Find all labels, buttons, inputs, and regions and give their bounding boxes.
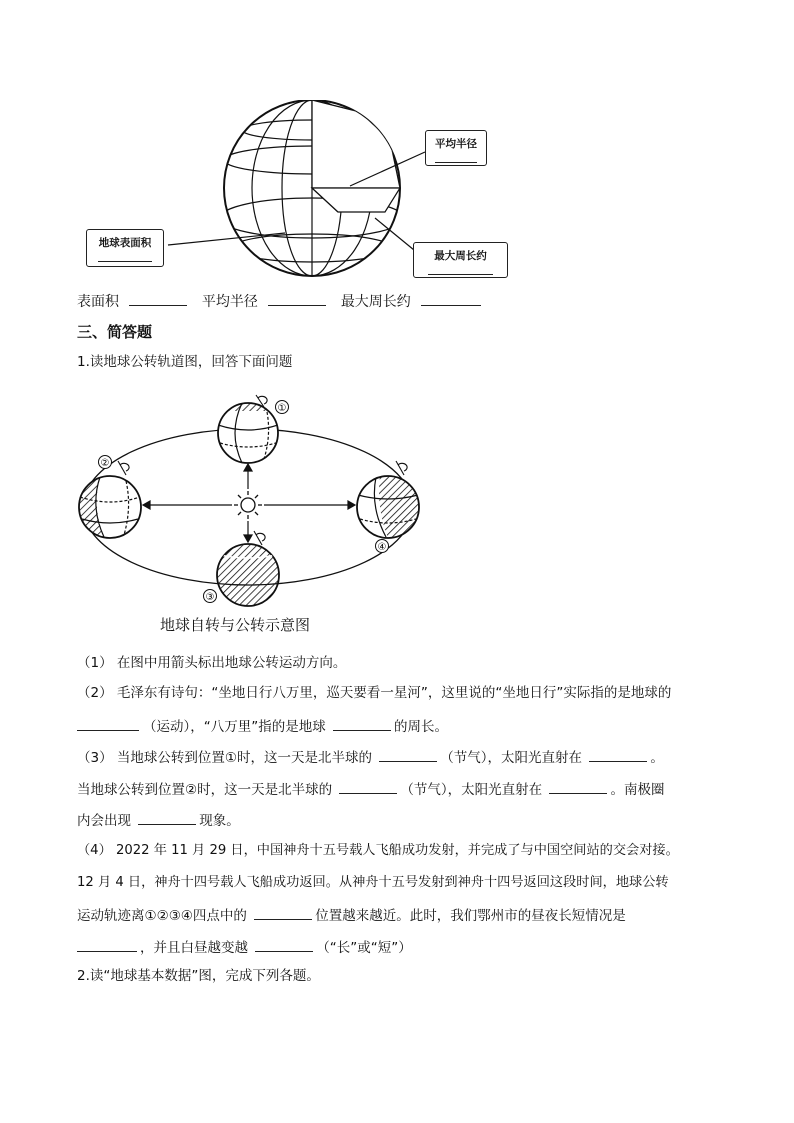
position-1-ref: ①: [224, 750, 237, 766]
max-circumference-label: 最大周长约: [434, 250, 487, 262]
q1-sub4-d2: （“长”或“短”）: [316, 940, 412, 956]
globe: [220, 100, 404, 276]
direct-sun-2-blank[interactable]: [549, 778, 607, 794]
daytime-trend-blank[interactable]: [255, 936, 313, 952]
q1-sub3-a2: 时，这一天是北半球的: [237, 750, 372, 766]
q1-sub4-c2: 四点中的: [192, 908, 247, 924]
q1-sub2-b2: 的周长。: [394, 719, 449, 735]
earth-position-2: [79, 456, 141, 539]
avg-radius-label: 平均半径: [435, 138, 477, 150]
nearest-position-blank[interactable]: [254, 904, 312, 920]
avg-radius-label-box: [425, 130, 487, 166]
q1-sub4-b: 12 月 4 日，神舟十四号载人飞船成功返回。从神舟十五号发射到神舟十四号返回这段时间，地球公转: [77, 875, 669, 890]
surface-area-blank[interactable]: [129, 290, 187, 306]
q1-sub3-b4: 。南极圈: [610, 782, 665, 798]
q1-sub3-a4: 。: [650, 750, 664, 766]
q1-sub1: （1） 在图中用箭头标出地球公转运动方向。: [77, 655, 347, 671]
max-circumference-label-box: [413, 242, 508, 278]
sun-icon: [234, 491, 262, 519]
max-circumference-text: 最大周长约: [340, 294, 411, 310]
marker-4: ④: [377, 542, 387, 553]
q1-sub2-b: [77, 715, 448, 737]
q1-sub4-c3: 位置越来越近。此时，我们鄂州市的昼夜长短情况是: [315, 908, 626, 924]
q1-sub3-c2: 现象。: [199, 813, 240, 829]
q2-prompt: 2.读“地球基本数据”图，完成下列各题。: [77, 968, 320, 984]
positions-list: ①②③④: [144, 908, 193, 924]
rotation-blank[interactable]: [77, 715, 139, 731]
q1-sub3-c: [77, 809, 240, 831]
q1-sub3-b1: 当地球公转到位置: [77, 782, 185, 798]
q1-sub4-d: [77, 936, 412, 958]
position-2-ref: ②: [185, 782, 198, 798]
day-length-blank[interactable]: [77, 936, 137, 952]
surface-area-text: 表面积: [77, 294, 119, 310]
q1-sub3-b: [77, 778, 664, 800]
orbit-figure-caption: 地球自转与公转示意图: [160, 616, 311, 634]
q1-sub3-c1: 内会出现: [77, 813, 131, 829]
earth-position-3: [204, 531, 280, 606]
solar-term-1-blank[interactable]: [379, 746, 437, 762]
avg-radius-blank[interactable]: [268, 290, 326, 306]
q1-sub3-a: [77, 746, 664, 768]
marker-2: ②: [100, 458, 110, 469]
q1-sub3-a3: （节气），太阳光直射在: [440, 750, 583, 766]
earth-position-4: [357, 461, 420, 553]
marker-1: ①: [277, 403, 287, 414]
surface-area-label-box: [86, 229, 164, 267]
polar-phenomenon-blank[interactable]: [138, 809, 196, 825]
q1-sub3-b3: （节气），太阳光直射在: [400, 782, 543, 798]
max-circumference-blank[interactable]: [421, 290, 481, 306]
q1-prompt: 1.读地球公转轨道图，回答下面问题: [77, 354, 293, 370]
q1-sub4-a: （4） 2022 年 11 月 29 日，中国神舟十五号载人飞船成功发射，并完成了与中国空间站的交会对接。: [77, 843, 679, 858]
circumference-blank[interactable]: [333, 715, 391, 731]
orbit-figure: [70, 385, 450, 610]
avg-radius-text: 平均半径: [201, 294, 258, 310]
q1-sub4-d1: ，并且白昼越变越: [140, 940, 248, 956]
q1-sub3-a1: （3） 当地球公转到位置: [77, 750, 225, 766]
q1-sub2-a: （2） 毛泽东有诗句：“坐地日行八万里，巡天要看一星河”，这里说的“坐地日行”实际指的是地球的: [77, 685, 672, 701]
marker-3: ③: [205, 592, 215, 603]
q1-sub2-b1: （运动），“八万里”指的是地球: [143, 719, 326, 735]
surface-area-underline: [98, 255, 151, 262]
figure1-fill-line: [77, 290, 481, 312]
max-circumference-underline: [428, 268, 493, 275]
q1-sub4-c1: 运动轨迹离: [77, 908, 145, 924]
solar-term-2-blank[interactable]: [339, 778, 397, 794]
surface-area-label: 地球表面积: [98, 237, 152, 249]
q1-sub3-b2: 时，这一天是北半球的: [197, 782, 333, 798]
q1-sub4-c: [77, 904, 626, 926]
direct-sun-1-blank[interactable]: [589, 746, 647, 762]
section-heading: 三、简答题: [77, 323, 153, 341]
avg-radius-underline: [435, 156, 477, 163]
